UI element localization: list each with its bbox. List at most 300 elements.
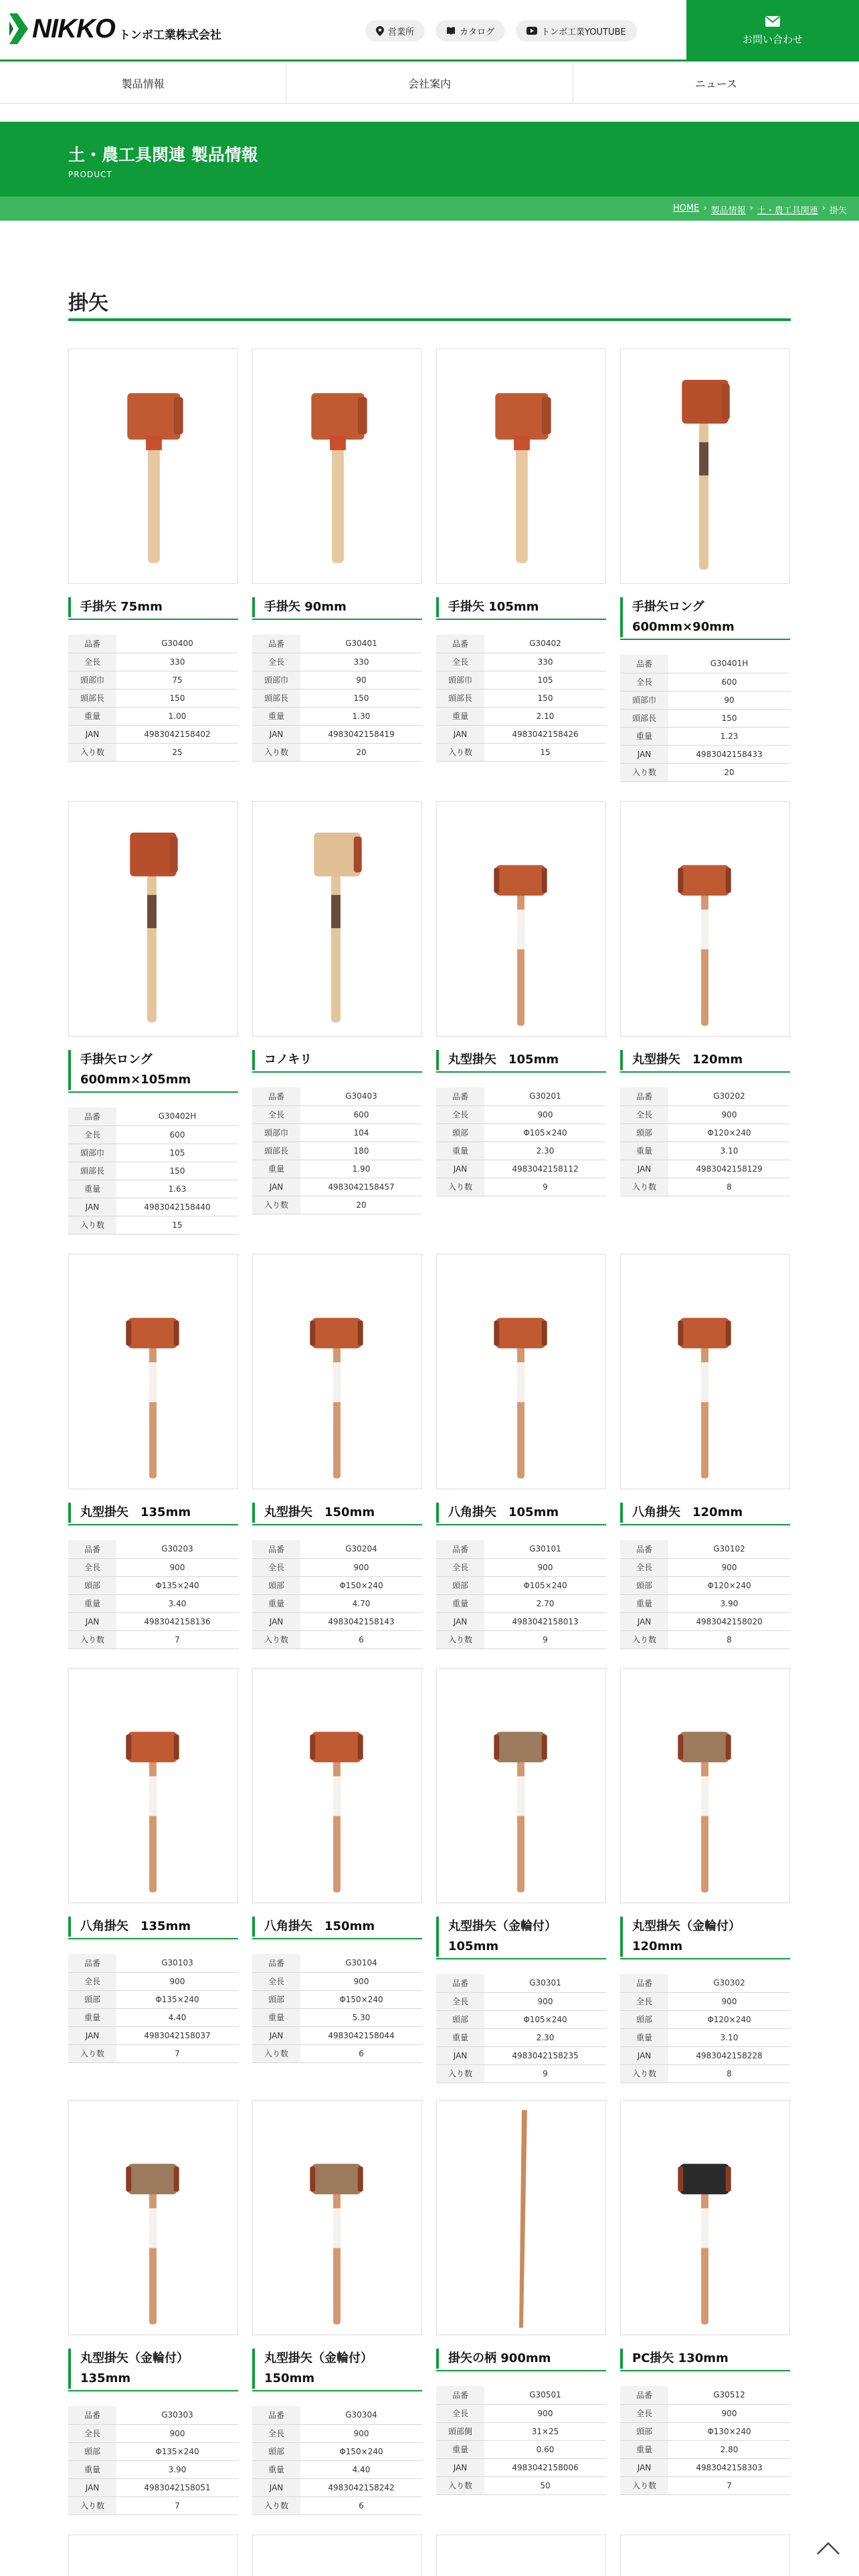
spec-row <box>252 1196 422 1214</box>
spec-row <box>436 1974 606 1992</box>
spec-label: 品番 <box>436 635 484 653</box>
spec-value: G30102 <box>668 1540 790 1558</box>
spec-value: 900 <box>668 1558 790 1576</box>
spec-label: 全長 <box>436 653 484 671</box>
spec-value: 20 <box>668 763 790 781</box>
spec-label: 頭部巾 <box>436 671 484 689</box>
spec-row <box>436 2476 606 2494</box>
spec-row <box>68 635 238 653</box>
spec-value: 900 <box>116 1972 238 1990</box>
product-title-underline <box>620 2370 790 2371</box>
product-title[interactable]: 丸型掛矢（金輪付） 105mm <box>436 1917 570 1957</box>
spec-value: 1.00 <box>116 707 238 725</box>
spec-value: 150 <box>668 709 790 727</box>
spec-row <box>252 635 422 653</box>
product-image-box[interactable] <box>68 2100 238 2335</box>
spec-row <box>68 1198 238 1216</box>
product-title[interactable]: 丸型掛矢 150mm <box>252 1503 422 1523</box>
spec-row <box>68 1558 238 1576</box>
spec-row <box>436 707 606 725</box>
spec-label: 頭部巾 <box>68 671 116 689</box>
product-title[interactable]: 丸型掛矢（金輪付） 120mm <box>620 1917 754 1957</box>
spec-row <box>252 1558 422 1576</box>
spec-label: 頭部長 <box>436 689 484 707</box>
spec-label: JAN <box>620 1612 668 1630</box>
spec-value: 4983042158303 <box>668 2458 790 2476</box>
spec-row <box>436 1992 606 2010</box>
spec-value: 4.40 <box>116 2008 238 2026</box>
spec-row <box>68 1576 238 1594</box>
spec-label: 重量 <box>620 727 668 745</box>
product-image-box[interactable] <box>620 1668 790 1903</box>
spec-value: 104 <box>300 1123 422 1142</box>
spec-label: 頭部 <box>620 1123 668 1142</box>
spec-row <box>68 1630 238 1648</box>
spec-row <box>68 1216 238 1234</box>
spec-row <box>252 1954 422 1972</box>
spec-label: 頭部 <box>620 1576 668 1594</box>
spec-label: 重量 <box>68 2460 116 2478</box>
product-image-box[interactable] <box>252 1668 422 1903</box>
spec-label: JAN <box>436 2458 484 2476</box>
product-image-box[interactable] <box>620 2100 790 2335</box>
spec-row <box>436 743 606 761</box>
spec-value: 3.90 <box>668 1594 790 1612</box>
spec-label: 重量 <box>68 2008 116 2026</box>
product-image-box[interactable] <box>252 801 422 1037</box>
spec-label: 全長 <box>436 1558 484 1576</box>
product-image <box>253 2101 421 2335</box>
product-title[interactable]: 掛矢の柄 900mm <box>436 2349 606 2369</box>
spec-value: 4983042158051 <box>116 2478 238 2496</box>
product-image <box>253 1669 421 1903</box>
spec-table <box>436 2386 606 2495</box>
spec-row <box>68 1972 238 1990</box>
company-name: トンボ工業株式会社 <box>118 28 221 42</box>
spec-row <box>68 1144 238 1162</box>
spec-value: Φ150×240 <box>300 1990 422 2008</box>
spec-label: 品番 <box>620 1540 668 1558</box>
product-image <box>437 802 605 1036</box>
spec-row <box>252 1630 422 1648</box>
spec-row <box>436 1558 606 1576</box>
product-image-box[interactable] <box>620 1254 790 1489</box>
spec-value: G30101 <box>484 1540 606 1558</box>
spec-value: 4983042158013 <box>484 1612 606 1630</box>
spec-row <box>68 2406 238 2424</box>
product-image-box[interactable] <box>252 2100 422 2335</box>
breadcrumb-category[interactable]: 土・農工具関連 <box>757 206 818 216</box>
spec-value: 4983042158440 <box>116 1198 238 1216</box>
spec-row <box>436 2404 606 2422</box>
product-title-underline <box>436 1071 606 1073</box>
spec-label: 重量 <box>252 1160 300 1178</box>
spec-label: 頭部 <box>68 1576 116 1594</box>
spec-value: 105 <box>116 1144 238 1162</box>
product-title[interactable]: PC掛矢 130mm <box>620 2349 790 2369</box>
spec-value: 150 <box>300 689 422 707</box>
spec-row <box>252 689 422 707</box>
product-title[interactable]: 手掛矢ロング 600mm×90mm <box>620 597 754 637</box>
spec-label: 入り数 <box>620 1630 668 1648</box>
spec-row <box>620 1576 790 1594</box>
spec-row <box>68 2044 238 2062</box>
product-image-box[interactable] <box>252 1254 422 1489</box>
book-icon <box>446 26 456 35</box>
spec-value: 900 <box>484 1105 606 1123</box>
spec-row <box>68 725 238 743</box>
spec-row <box>252 1087 422 1105</box>
product-title[interactable]: コノキリ <box>252 1050 422 1070</box>
breadcrumb-home[interactable]: HOME <box>672 203 700 213</box>
spec-row <box>436 1123 606 1142</box>
spec-value: 7 <box>116 2044 238 2062</box>
spec-row <box>252 2008 422 2026</box>
spec-row <box>620 1087 790 1105</box>
spec-label: 重量 <box>436 1142 484 1160</box>
spec-row <box>252 2044 422 2062</box>
spec-value: 4983042158228 <box>668 2046 790 2064</box>
spec-label: 全長 <box>620 1558 668 1576</box>
spec-label: 重量 <box>252 707 300 725</box>
spec-row <box>68 1954 238 1972</box>
spec-row <box>436 1540 606 1558</box>
spec-value: G30301 <box>484 1974 606 1992</box>
spec-value: 8 <box>668 1178 790 1196</box>
spec-label: 重量 <box>436 1594 484 1612</box>
spec-value: 2.30 <box>484 2028 606 2046</box>
spec-value: 3.90 <box>116 2460 238 2478</box>
spec-value: G30512 <box>668 2386 790 2404</box>
spec-row <box>252 2460 422 2478</box>
spec-label: 全長 <box>252 1972 300 1990</box>
back-to-top-icon[interactable] <box>815 2538 842 2558</box>
spec-row <box>620 1992 790 2010</box>
spec-value: G30304 <box>300 2406 422 2424</box>
spec-value: 900 <box>668 1992 790 2010</box>
spec-label: JAN <box>620 2458 668 2476</box>
breadcrumb-current: 掛矢 <box>829 206 847 216</box>
spec-row <box>252 1105 422 1123</box>
spec-table <box>436 1974 606 2083</box>
spec-label: 頭部巾 <box>68 1144 116 1162</box>
spec-row <box>252 725 422 743</box>
product-image <box>253 349 421 583</box>
product-title-underline <box>68 1938 238 1939</box>
spec-row <box>252 743 422 761</box>
spec-row <box>68 2424 238 2442</box>
spec-value: 8 <box>668 2064 790 2082</box>
spec-table <box>68 2406 238 2515</box>
spec-label: 全長 <box>252 1105 300 1123</box>
spec-row <box>436 1612 606 1630</box>
spec-row <box>620 2010 790 2028</box>
spec-row <box>68 2008 238 2026</box>
spec-label: 頭部 <box>68 1990 116 2008</box>
spec-value: 3.10 <box>668 1142 790 1160</box>
product-image-box[interactable] <box>68 801 238 1037</box>
spec-label: 頭部 <box>436 1123 484 1142</box>
product-image-box[interactable] <box>68 1668 238 1903</box>
product-image <box>621 1255 789 1489</box>
spec-label: 品番 <box>620 1974 668 1992</box>
spec-value: 1.90 <box>300 1160 422 1178</box>
product-title[interactable]: 八角掛矢 150mm <box>252 1917 422 1937</box>
spec-label: 重量 <box>620 1142 668 1160</box>
spec-label: 入り数 <box>252 2496 300 2514</box>
spec-label: 入り数 <box>436 2476 484 2494</box>
spec-label: 重量 <box>68 1180 116 1198</box>
spec-row <box>620 1178 790 1196</box>
spec-row <box>252 2424 422 2442</box>
product-image-box[interactable] <box>68 348 238 584</box>
spec-row <box>68 1990 238 2008</box>
spec-label: 重量 <box>436 2028 484 2046</box>
product-image-box[interactable] <box>436 801 606 1037</box>
spec-row <box>620 1142 790 1160</box>
spec-label: 品番 <box>620 1087 668 1105</box>
spec-value: 900 <box>668 2404 790 2422</box>
spec-label: JAN <box>620 745 668 763</box>
spec-row <box>252 653 422 671</box>
product-title[interactable]: 手掛矢 105mm <box>436 597 606 617</box>
spec-label: 入り数 <box>252 1196 300 1214</box>
youtube-link[interactable] <box>516 20 637 41</box>
spec-value: 180 <box>300 1142 422 1160</box>
spec-table <box>620 655 790 782</box>
spec-label: JAN <box>436 725 484 743</box>
spec-label: 品番 <box>436 2386 484 2404</box>
spec-row <box>436 725 606 743</box>
product-image <box>621 349 789 583</box>
page-banner <box>0 122 859 197</box>
spec-value: Φ105×240 <box>484 1576 606 1594</box>
spec-label: JAN <box>252 2478 300 2496</box>
spec-value: 50 <box>484 2476 606 2494</box>
spec-label: 入り数 <box>252 1630 300 1648</box>
nav-company[interactable]: 会社案内 <box>286 64 573 103</box>
spec-label: 重量 <box>620 2440 668 2458</box>
spec-label: JAN <box>252 725 300 743</box>
product-title-underline <box>620 1524 790 1525</box>
spec-value: 900 <box>300 2424 422 2442</box>
spec-label: 頭部 <box>620 2422 668 2440</box>
product-title[interactable]: 八角掛矢 105mm <box>436 1503 606 1523</box>
spec-value: G30401 <box>300 635 422 653</box>
product-title[interactable]: 丸型掛矢 120mm <box>620 1050 790 1070</box>
contact-label: お問い合わせ <box>742 33 803 45</box>
spec-label: 重量 <box>620 2028 668 2046</box>
spec-value: 4.70 <box>300 1594 422 1612</box>
spec-value: Φ150×240 <box>300 2442 422 2460</box>
spec-row <box>620 1123 790 1142</box>
spec-row <box>252 1178 422 1196</box>
spec-row <box>620 2386 790 2404</box>
spec-label: 入り数 <box>620 2064 668 2082</box>
product-title-underline <box>252 1938 422 1939</box>
spec-row <box>620 655 790 673</box>
spec-value: G30402H <box>116 1107 238 1125</box>
product-title-underline <box>620 1958 790 1959</box>
product-image-box[interactable] <box>68 1254 238 1489</box>
spec-label: 重量 <box>620 1594 668 1612</box>
spec-row <box>436 1594 606 1612</box>
spec-value: 4983042158419 <box>300 725 422 743</box>
product-image-box[interactable] <box>436 1668 606 1903</box>
spec-row <box>436 2458 606 2476</box>
spec-label: JAN <box>68 1612 116 1630</box>
youtube-link-label: トンボ工業YOUTUBE <box>541 27 626 37</box>
spec-value: 25 <box>116 743 238 761</box>
spec-value: 8 <box>668 1630 790 1648</box>
spec-row <box>252 1123 422 1142</box>
office-link[interactable] <box>365 20 425 41</box>
spec-value: 7 <box>116 2496 238 2514</box>
spec-row <box>620 1540 790 1558</box>
spec-label: 頭部巾 <box>252 671 300 689</box>
spec-label: 全長 <box>252 2424 300 2442</box>
spec-label: 頭部巾 <box>620 691 668 709</box>
spec-label: 全長 <box>252 1558 300 1576</box>
spec-value: 90 <box>668 691 790 709</box>
spec-label: 重量 <box>252 2008 300 2026</box>
spec-row <box>68 1180 238 1198</box>
product-title[interactable]: 丸型掛矢（金輪付） 150mm <box>252 2349 386 2389</box>
spec-row <box>436 2028 606 2046</box>
spec-value: 20 <box>300 743 422 761</box>
spec-row <box>436 1087 606 1105</box>
product-image-box[interactable] <box>436 348 606 584</box>
spec-row <box>436 1105 606 1123</box>
spec-value: G30303 <box>116 2406 238 2424</box>
spec-row <box>68 1125 238 1144</box>
spec-value: 900 <box>484 2404 606 2422</box>
spec-row <box>68 689 238 707</box>
spec-label: 全長 <box>68 1558 116 1576</box>
product-title[interactable]: 丸型掛矢（金輪付） 135mm <box>68 2349 202 2389</box>
spec-value: 7 <box>668 2476 790 2494</box>
product-image <box>437 349 605 583</box>
spec-table <box>68 1540 238 1649</box>
catalog-link[interactable] <box>436 20 505 41</box>
product-image <box>253 802 421 1036</box>
spec-row <box>620 2028 790 2046</box>
product-title[interactable]: 手掛矢 75mm <box>68 597 238 617</box>
spec-label: 重量 <box>436 2440 484 2458</box>
product-title[interactable]: 手掛矢ロング 600mm×105mm <box>68 1050 202 1090</box>
product-title-underline <box>252 619 422 620</box>
spec-row <box>620 2476 790 2494</box>
spec-value: G30403 <box>300 1087 422 1105</box>
logo[interactable] <box>9 13 221 44</box>
spec-row <box>252 2406 422 2424</box>
spec-value: 15 <box>484 743 606 761</box>
spec-value: 900 <box>300 1972 422 1990</box>
spec-label: JAN <box>252 1612 300 1630</box>
spec-label: 品番 <box>68 1107 116 1125</box>
spec-value: 7 <box>116 1630 238 1648</box>
spec-row <box>252 1142 422 1160</box>
spec-value: Φ135×240 <box>116 2442 238 2460</box>
spec-value: Φ105×240 <box>484 2010 606 2028</box>
spec-label: 品番 <box>620 655 668 673</box>
spec-value: G30201 <box>484 1087 606 1105</box>
spec-label: 全長 <box>620 2404 668 2422</box>
spec-row <box>436 635 606 653</box>
product-title[interactable]: 丸型掛矢 105mm <box>436 1050 606 1070</box>
product-image <box>621 2101 789 2335</box>
spec-row <box>436 1160 606 1178</box>
spec-value: 900 <box>116 2424 238 2442</box>
spec-label: 全長 <box>620 673 668 691</box>
spec-value: 4983042158433 <box>668 745 790 763</box>
product-title-underline <box>620 639 790 640</box>
spec-label: 入り数 <box>68 1630 116 1648</box>
product-image-box[interactable] <box>620 801 790 1037</box>
product-title[interactable]: 八角掛矢 120mm <box>620 1503 790 1523</box>
breadcrumb-products[interactable]: 製品情報 <box>710 206 746 216</box>
product-title-underline <box>68 619 238 620</box>
spec-label: JAN <box>68 725 116 743</box>
spec-row <box>252 2442 422 2460</box>
spec-row <box>620 691 790 709</box>
spec-label: 全長 <box>436 1992 484 2010</box>
product-image-box[interactable] <box>436 2100 606 2335</box>
spec-value: 5.30 <box>300 2008 422 2026</box>
contact-button[interactable] <box>686 0 859 62</box>
spec-table <box>252 1087 422 1214</box>
product-title[interactable]: 手掛矢 90mm <box>252 597 422 617</box>
spec-row <box>68 671 238 689</box>
product-image-box[interactable] <box>436 1254 606 1489</box>
nav-products[interactable]: 製品情報 <box>0 64 286 103</box>
spec-value: 1.30 <box>300 707 422 725</box>
spec-value: 20 <box>300 1196 422 1214</box>
product-image-box[interactable] <box>620 348 790 584</box>
spec-label: 全長 <box>68 1972 116 1990</box>
spec-table <box>436 1087 606 1196</box>
spec-label: 全長 <box>68 1125 116 1144</box>
page-subtitle: PRODUCT <box>68 170 112 179</box>
spec-label: 頭部 <box>252 2442 300 2460</box>
spec-row <box>252 671 422 689</box>
product-image-box[interactable] <box>252 348 422 584</box>
spec-label: 入り数 <box>620 1178 668 1196</box>
spec-row <box>252 2478 422 2496</box>
spec-value: G30203 <box>116 1540 238 1558</box>
product-image <box>437 1255 605 1489</box>
spec-table <box>68 1954 238 2063</box>
spec-label: 頭部巾 <box>252 1123 300 1142</box>
spec-table <box>68 1107 238 1235</box>
spec-value: 15 <box>116 1216 238 1234</box>
spec-value: 2.30 <box>484 1142 606 1160</box>
nav-news[interactable]: ニュース <box>694 78 737 90</box>
spec-label: JAN <box>68 1198 116 1216</box>
spec-value: 75 <box>116 671 238 689</box>
spec-value: 900 <box>668 1105 790 1123</box>
spec-label: 頭部 <box>436 1576 484 1594</box>
spec-label: 入り数 <box>436 1630 484 1648</box>
product-title[interactable]: 八角掛矢 135mm <box>68 1917 238 1937</box>
product-title[interactable]: 丸型掛矢 135mm <box>68 1503 238 1523</box>
office-link-label: 営業所 <box>388 27 415 37</box>
spec-value: Φ135×240 <box>116 1990 238 2008</box>
spec-table <box>436 635 606 762</box>
spec-value: 2.10 <box>484 707 606 725</box>
spec-row <box>252 707 422 725</box>
spec-label: 入り数 <box>68 2044 116 2062</box>
